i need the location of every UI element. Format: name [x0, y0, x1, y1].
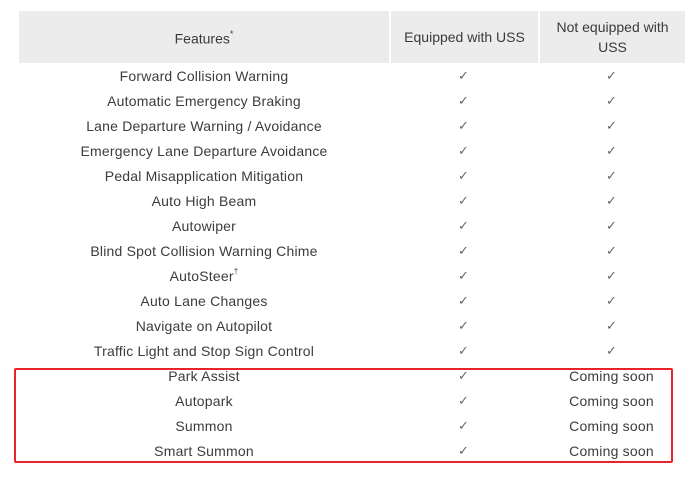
- equipped-cell: ✓: [457, 192, 470, 208]
- feature-name: Navigate on Autopilot: [135, 317, 273, 334]
- table-row: [19, 313, 685, 338]
- feature-cell: [19, 213, 389, 238]
- feature-cell: [19, 313, 389, 338]
- table-row: [19, 413, 685, 438]
- feature-name: Traffic Light and Stop Sign Control: [93, 342, 315, 359]
- equipped-cell: ✓: [457, 217, 470, 233]
- feature-name: Emergency Lane Departure Avoidance: [80, 142, 328, 159]
- table-row: [19, 138, 685, 163]
- not-equipped-cell: ✓: [605, 317, 618, 333]
- equipped-cell: ✓: [457, 417, 470, 433]
- table-body: [19, 63, 685, 463]
- equipped-cell: ✓: [457, 292, 470, 308]
- feature-name: Auto High Beam: [151, 192, 257, 209]
- feature-name: Summon: [175, 417, 233, 434]
- feature-cell: [19, 338, 389, 363]
- table-row: [19, 338, 685, 363]
- not-equipped-cell: ✓: [605, 167, 618, 183]
- feature-cell: [19, 363, 389, 388]
- feature-cell: [19, 263, 389, 288]
- feature-name: Pedal Misapplication Mitigation: [104, 167, 304, 184]
- header-not-equipped: Not equipped with USS: [538, 11, 685, 63]
- equipped-cell: ✓: [457, 142, 470, 158]
- not-equipped-cell: ✓: [605, 92, 618, 108]
- feature-cell: [19, 88, 389, 113]
- not-equipped-cell: ✓: [605, 342, 618, 358]
- not-equipped-cell: ✓: [605, 242, 618, 258]
- feature-cell: [19, 63, 389, 88]
- header-features-label: Features: [174, 30, 230, 47]
- feature-name: AutoSteer: [169, 267, 234, 284]
- feature-cell: [19, 138, 389, 163]
- table-header: [19, 11, 685, 63]
- equipped-cell: ✓: [457, 267, 470, 283]
- equipped-cell: ✓: [457, 342, 470, 358]
- feature-name: Autopark: [175, 392, 233, 409]
- equipped-cell: ✓: [457, 367, 470, 383]
- feature-cell: [19, 188, 389, 213]
- not-equipped-cell: Coming soon: [569, 442, 654, 459]
- table-row: [19, 163, 685, 188]
- table-row: [19, 113, 685, 138]
- header-features: [19, 11, 389, 63]
- table-row: [19, 438, 685, 463]
- feature-cell: [19, 413, 389, 438]
- equipped-cell: ✓: [457, 67, 470, 83]
- not-equipped-cell: ✓: [605, 267, 618, 283]
- equipped-cell: ✓: [457, 117, 470, 133]
- table-row: [19, 88, 685, 113]
- feature-name: Automatic Emergency Braking: [107, 92, 301, 109]
- not-equipped-cell: ✓: [605, 192, 618, 208]
- not-equipped-cell: Coming soon: [569, 367, 654, 384]
- feature-cell: [19, 438, 389, 463]
- feature-cell: [19, 113, 389, 138]
- feature-footnote-mark: †: [233, 266, 239, 276]
- table-row: [19, 238, 685, 263]
- feature-cell: [19, 388, 389, 413]
- equipped-cell: ✓: [457, 92, 470, 108]
- not-equipped-cell: Coming soon: [569, 417, 654, 434]
- feature-name: Park Assist: [168, 367, 240, 384]
- not-equipped-cell: ✓: [605, 117, 618, 133]
- table-row: [19, 388, 685, 413]
- header-row: [19, 11, 685, 63]
- equipped-cell: ✓: [457, 442, 470, 458]
- feature-name: Lane Departure Warning / Avoidance: [86, 117, 322, 134]
- feature-name: Autowiper: [171, 217, 237, 234]
- features-table: [19, 11, 685, 463]
- feature-name: Forward Collision Warning: [119, 67, 289, 84]
- feature-name: Blind Spot Collision Warning Chime: [90, 242, 318, 259]
- feature-name: Smart Summon: [154, 442, 254, 459]
- feature-cell: [19, 163, 389, 188]
- equipped-cell: ✓: [457, 167, 470, 183]
- header-equipped: Equipped with USS: [389, 11, 538, 63]
- table-row: [19, 63, 685, 88]
- table-row: [19, 288, 685, 313]
- table-row: [19, 363, 685, 388]
- table-row: [19, 188, 685, 213]
- equipped-cell: ✓: [457, 242, 470, 258]
- not-equipped-cell: ✓: [605, 292, 618, 308]
- not-equipped-cell: ✓: [605, 217, 618, 233]
- table-row: [19, 213, 685, 238]
- table-row: [19, 263, 685, 288]
- feature-cell: [19, 288, 389, 313]
- feature-name: Auto Lane Changes: [140, 292, 268, 309]
- not-equipped-cell: ✓: [605, 142, 618, 158]
- not-equipped-cell: ✓: [605, 67, 618, 83]
- equipped-cell: ✓: [457, 392, 470, 408]
- not-equipped-cell: Coming soon: [569, 392, 654, 409]
- equipped-cell: ✓: [457, 317, 470, 333]
- feature-cell: [19, 238, 389, 263]
- header-features-mark: *: [229, 29, 234, 40]
